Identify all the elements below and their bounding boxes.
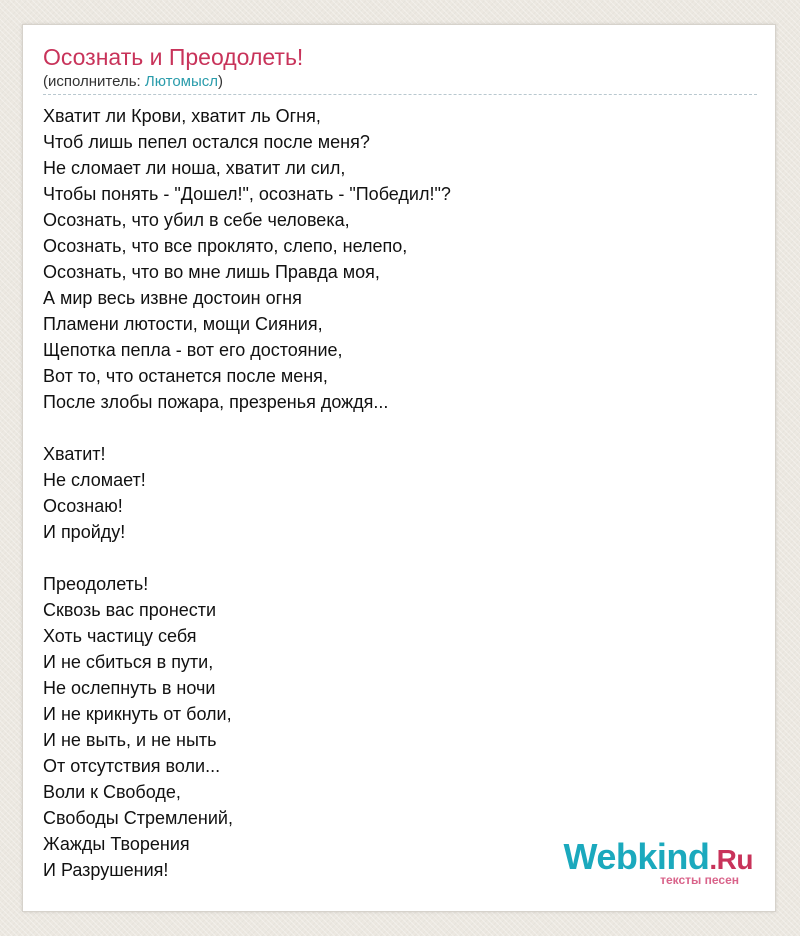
lyric-line: И пройду! — [43, 522, 126, 542]
lyric-line: И Разрушения! — [43, 860, 169, 880]
lyrics-stanza — [43, 441, 757, 545]
lyric-line: Свободы Стремлений, — [43, 808, 233, 828]
logo-brand-tld: .Ru — [709, 844, 753, 875]
logo-tagline: тексты песен — [660, 873, 739, 887]
lyrics-card — [22, 24, 776, 912]
performer-prefix: (исполнитель: — [43, 73, 145, 90]
lyric-line: Не сломает ли ноша, хватит ли сил, — [43, 158, 346, 178]
song-title: Осознать и Преодолеть! — [43, 44, 304, 70]
lyric-line: Не сломает! — [43, 470, 146, 490]
lyric-line: Не ослепнуть в ночи — [43, 678, 216, 698]
lyric-line: Пламени лютости, мощи Сияния, — [43, 314, 323, 334]
lyric-line: Преодолеть! — [43, 574, 149, 594]
artist-link[interactable]: Лютомысл — [144, 73, 219, 90]
performer-suffix: ) — [218, 73, 224, 90]
lyric-line: Чтобы понять - "Дошел!", осознать - "Победил!"? — [43, 184, 451, 204]
title-divider — [43, 94, 757, 95]
lyric-line: И не сбиться в пути, — [43, 652, 214, 672]
lyric-line: Хоть частицу себя — [43, 626, 197, 646]
lyric-line: Щепотка пепла - вот его достояние, — [43, 340, 343, 360]
lyric-line: И не крикнуть от боли, — [43, 704, 232, 724]
lyrics-stanza — [43, 103, 757, 415]
lyric-line: Хватит ли Крови, хватит ль Огня, — [43, 106, 321, 126]
lyrics-body — [43, 103, 757, 909]
lyric-line: Жажды Творения — [43, 834, 190, 854]
lyric-line: После злобы пожара, презренья дождя... — [43, 392, 389, 412]
lyric-line: Осознать, что во мне лишь Правда моя, — [43, 262, 380, 282]
lyric-line: Хватит! — [43, 444, 106, 464]
lyric-line: И не выть, и не ныть — [43, 730, 217, 750]
lyric-line: Осознать, что все проклято, слепо, нелепо, — [43, 236, 408, 256]
lyric-line: Сквозь вас пронести — [43, 600, 217, 620]
lyric-line: Чтоб лишь пепел остался после меня? — [43, 132, 370, 152]
performer-line — [43, 73, 223, 91]
logo-brand-main: Webkind — [563, 836, 710, 877]
lyric-line: Вот то, что останется после меня, — [43, 366, 328, 386]
lyric-line: От отсутствия воли... — [43, 756, 221, 776]
lyric-line: Воли к Свободе, — [43, 782, 181, 802]
lyric-line: Осознаю! — [43, 496, 123, 516]
site-logo[interactable] — [561, 837, 753, 889]
lyric-line: Осознать, что убил в себе человека, — [43, 210, 350, 230]
lyric-line: А мир весь извне достоин огня — [43, 288, 302, 308]
